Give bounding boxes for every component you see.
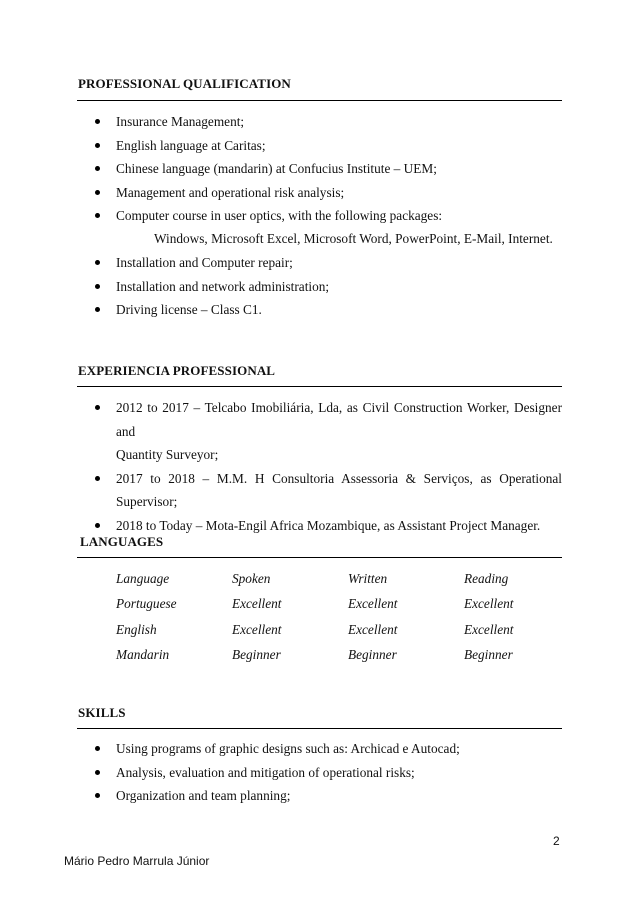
qualification-list: [92, 110, 562, 228]
table-header-cell: Spoken: [232, 570, 271, 586]
table-cell: Excellent: [232, 621, 282, 637]
table-cell: Beginner: [348, 647, 397, 663]
list-item: Computer course in user optics, with the following packages:: [92, 204, 562, 228]
list-item: Installation and Computer repair;: [92, 251, 562, 275]
languages-rule: [77, 557, 562, 558]
skills-list: [92, 737, 562, 808]
table-cell: Excellent: [232, 596, 282, 612]
languages-heading: LANGUAGES: [80, 534, 164, 549]
list-item: Organization and team planning;: [92, 784, 562, 808]
table-row: [116, 617, 564, 643]
list-item: [92, 467, 562, 514]
experience-line: Quantity Surveyor;: [116, 447, 219, 462]
list-item: [92, 396, 562, 467]
list-item: Chinese language (mandarin) at Confucius Institute – UEM;: [92, 157, 562, 181]
table-cell: Mandarin: [116, 647, 170, 663]
table-cell: Beginner: [464, 647, 513, 663]
page-number: 2: [553, 834, 560, 848]
skills-rule: [77, 728, 562, 729]
table-row: [116, 643, 564, 669]
table-row: [116, 592, 564, 618]
list-item: Driving license – Class C1.: [92, 298, 562, 322]
table-cell: Excellent: [464, 621, 514, 637]
table-header-cell: Language: [116, 570, 170, 586]
table-header-cell: Reading: [464, 570, 509, 586]
experience-rule: [77, 386, 562, 387]
table-cell: English: [116, 621, 157, 637]
table-cell: Excellent: [464, 596, 514, 612]
table-cell: Portuguese: [116, 596, 177, 612]
experience-list: [92, 396, 562, 537]
qualification-rule: [77, 100, 562, 101]
experience-line: 2018 to Today – Mota-Engil Africa Mozambique, as Assistant Project Manager.: [116, 517, 541, 533]
list-item: Installation and network administration;: [92, 275, 562, 299]
list-item: Insurance Management;: [92, 110, 562, 134]
experience-heading: EXPERIENCIA PROFESSIONAL: [78, 363, 276, 378]
table-header-row: [116, 566, 564, 592]
table-cell: Excellent: [348, 621, 398, 637]
table-cell: Excellent: [348, 596, 398, 612]
list-item: English language at Caritas;: [92, 134, 562, 158]
footer-author: Mário Pedro Marrula Júnior: [64, 854, 210, 868]
experience-line: 2017 to 2018 – M.M. H Consultoria Assessoria & Serviços, as Operational Supervisor;: [116, 470, 562, 509]
languages-table: [116, 566, 564, 668]
list-item: Analysis, evaluation and mitigation of operational risks;: [92, 761, 562, 785]
table-header-cell: Written: [348, 570, 388, 586]
experience-line: 2012 to 2017 – Telcabo Imobiliária, Lda, as Civil Construction Worker, Designer and: [116, 400, 562, 439]
table-cell: Beginner: [232, 647, 281, 663]
packages-line: Windows, Microsoft Excel, Microsoft Word, PowerPoint, E-Mail, Internet.: [154, 231, 553, 246]
skills-heading: SKILLS: [78, 705, 126, 720]
qualification-heading: PROFESSIONAL QUALIFICATION: [78, 76, 291, 91]
list-item: Using programs of graphic designs such as: Archicad e Autocad;: [92, 737, 562, 761]
list-item: Management and operational risk analysis;: [92, 181, 562, 205]
qualification-list-cont: [92, 251, 562, 322]
